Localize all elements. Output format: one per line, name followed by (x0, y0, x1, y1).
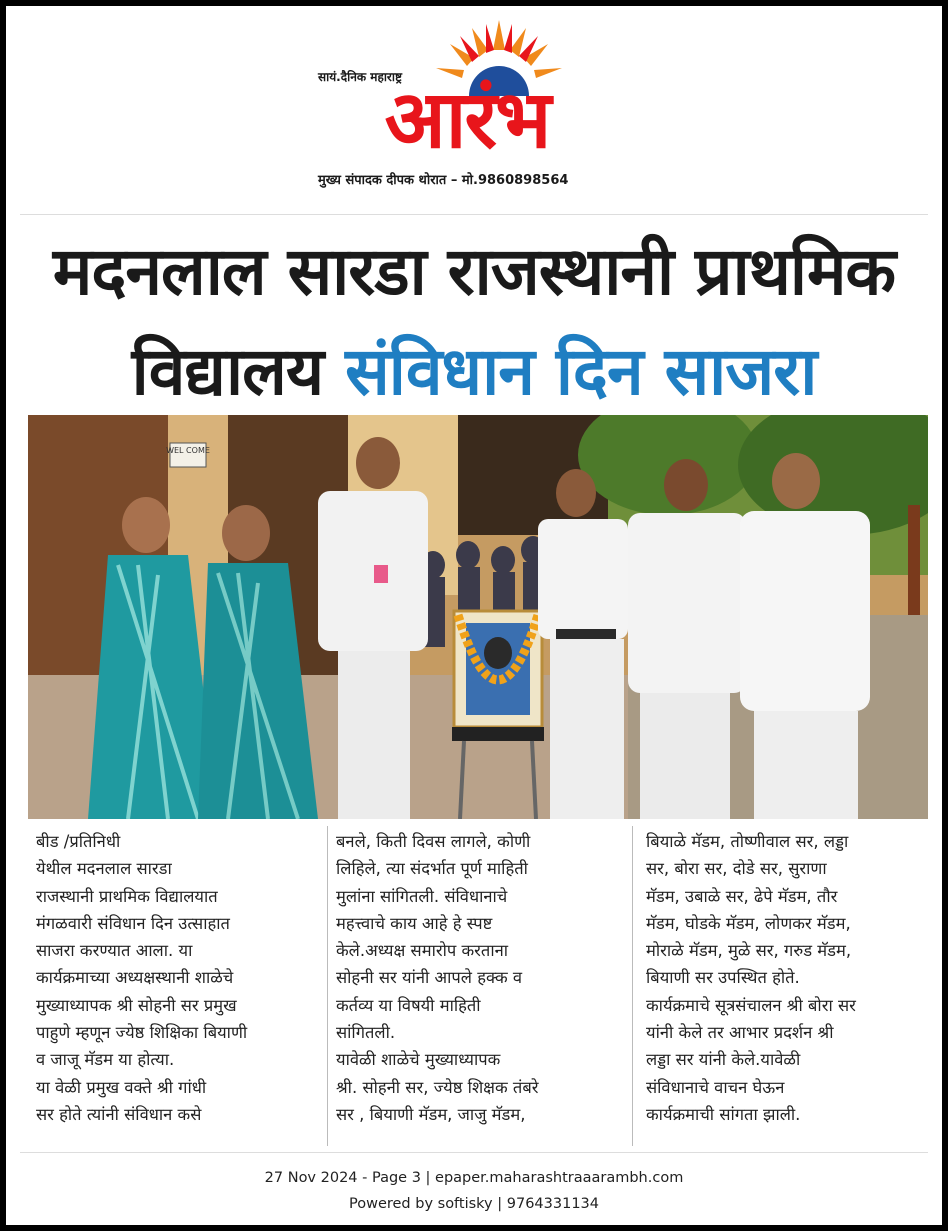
footer-date-source: 27 Nov 2024 - Page 3 | epaper.maharashtraaarambh.com (264, 1170, 684, 1186)
group-photo-illustration (28, 415, 928, 819)
masthead (6, 6, 942, 206)
headline-line-1: मदनलाल सारडा राजस्थानी प्राथमिक (52, 233, 896, 310)
editor-contact-line: मुख्य संपादक दीपक थोरात – मो.9860898564 (318, 173, 569, 188)
article-column-1: बीड /प्रतिनिधी येथील मदनलाल सारडा राजस्थानी प्राथमिक विद्यालयात मंगळवारी संविधान दिन उत्साहात साजरा करण्यात आला. या कार्यक्रमाच्या अध्यक्षस्थानी शाळेचे मुख्याध्यापक श्री सोहनी सर प्रमुख पाहुणे म्हणून ज्येष्ठ शिक्षिका बियाणी व जाजू मॅडम या होत्या. या वेळी प्रमुख वक्ते श्री गांधी सर होते त्यांनी संविधान कसे (36, 832, 248, 1124)
welcome-sign-text: WEL COME (166, 446, 210, 455)
headline-line-2 (6, 332, 942, 412)
headline-accent-part: संविधान दिन साजरा (345, 333, 817, 410)
masthead-tagline: सायं.दैनिक महाराष्ट्र (318, 70, 402, 84)
news-photo (28, 415, 928, 819)
article-column-2: बनले, किती दिवस लागले, कोणी लिहिले, त्या संदर्भात पूर्ण माहिती मुलांना सांगितली. संविधानाचे महत्त्वाचे काय आहे हे स्पष्ट केले.अध्यक्ष समारोप करताना सोहनी सर यांनी आपले हक्क व कर्तव्य या विषयी माहिती सांगितली. यावेळी शाळेचे मुख्याध्यापक श्री. सोहनी सर, ज्येष्ठ शिक्षक तंबरे सर , बियाणी मॅडम, जाजु मॅडम, (336, 832, 539, 1124)
footer-divider (20, 1152, 928, 1153)
footer-powered-by: Powered by softisky | 9764331134 (348, 1196, 599, 1212)
epaper-page (6, 6, 942, 1225)
masthead-divider (20, 214, 928, 215)
headline-dark-part: विद्यालय (131, 333, 346, 410)
newspaper-logo: आरंभ (384, 73, 550, 166)
article-column-3: बियाळे मॅडम, तोष्णीवाल सर, लड्डा सर, बोरा सर, दोडे सर, सुराणा मॅडम, उबाळे सर, ढेपे मॅडम, तौर मॅडम, घोडके मॅडम, लोणकर मॅडम, मोराळे मॅडम, मुळे सर, गरुड मॅडम, बियाणी सर उपस्थित होते. कार्यक्रमाचे सूत्रसंचालन श्री बोरा सर यांनी केले तर आभार प्रदर्शन श्री लड्डा सर यांनी केले.यावेळी संविधानाचे वाचन घेऊन कार्यक्रमाची सांगता झाली. (646, 832, 856, 1124)
